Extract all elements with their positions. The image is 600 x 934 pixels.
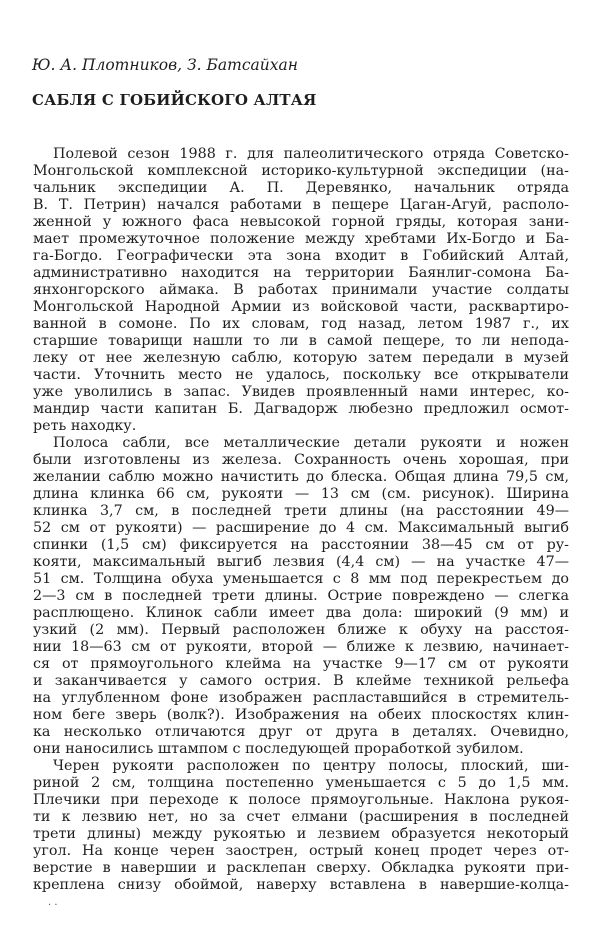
text-line: желании саблю можно начистить до блеска. Общая длина 79,5 см,: [33, 469, 569, 485]
text-line: они наносились штампом с последующей проработкой зубилом.: [33, 741, 524, 757]
text-line: мает промежуточное положение между хребтами Их-Богдо и Ба-: [33, 231, 569, 247]
text-line: нии 18—63 см от рукояти, второй — ближе к лезвию, начинает-: [33, 639, 569, 655]
text-line: Полевой сезон 1988 г. для палеолитического отряда Советско-: [53, 146, 569, 162]
text-line: ванной в сомоне. По их словам, год назад, летом 1987 г., их: [33, 316, 569, 332]
text-line: длина клинка 66 см, рукояти — 13 см (см. рисунок). Ширина: [33, 486, 569, 502]
text-line: В. Т. Петрин) начался работами в пещере Цаган-Агуй, располо-: [33, 197, 569, 213]
text-line: административно находится на территории Баянлиг-сомона Ба-: [33, 265, 569, 281]
text-line: трети длины) между рукоятью и лезвием образуется некоторый: [33, 826, 569, 842]
text-line: Полоса сабли, все металлические детали рукояти и ножен: [53, 435, 569, 451]
article-authors: Ю. А. Плотников, З. Батсайхан: [32, 56, 298, 74]
text-line: 2—3 см в последней трети длины. Острие повреждено — слегка: [33, 588, 569, 604]
text-line: верстие в навершии и расклепан сверху. Обкладка рукояти при-: [33, 860, 569, 876]
text-line: ти к лезвию нет, но за счет елмани (расширения в последней: [33, 809, 569, 825]
paragraph: [33, 435, 569, 758]
text-line: янхонгорского аймака. В работах принимали участие солдаты: [33, 282, 569, 298]
text-line: расплющено. Клинок сабли имеет два дола: широкий (9 мм) и: [33, 605, 569, 621]
text-line: чальник экспедиции А. П. Деревянко, начальник отряда: [33, 180, 569, 196]
text-line: креплена снизу обоймой, наверху вставлена в навершие-колца-: [33, 877, 569, 893]
text-line: реть находку.: [33, 418, 137, 434]
text-line: уже уволились в запас. Увидев проявленный нами интерес, ко-: [33, 384, 569, 400]
text-line: 52 см от рукояти) — расширение до 4 см. Максимальный выгиб: [33, 520, 569, 536]
text-line: 51 см. Толщина обуха уменьшается с 8 мм под перекрестьем до: [33, 571, 569, 587]
text-line: мандир части капитан Б. Дагвадорж любезно предложил осмот-: [33, 401, 569, 417]
text-line: кояти, максимальный выгиб лезвия (4,4 см) — на участке 47—: [33, 554, 569, 570]
text-line: ся от прямоугольного клейма на участке 9—17 см от рукояти: [33, 656, 569, 672]
text-line: клинка 3,7 см, в последней трети длины (на расстоянии 49—: [33, 503, 569, 519]
text-line: были изготовлены из железа. Сохранность очень хорошая, при: [33, 452, 569, 468]
text-line: части. Уточнить место не удалось, поскольку все открыватели: [33, 367, 569, 383]
text-line: на углубленном фоне изображен распластавшийся в стремитель-: [33, 690, 569, 706]
text-line: старшие товарищи нашли то ли в самой пещере, то ли непода-: [33, 333, 569, 349]
article-title: САБЛЯ С ГОБИЙСКОГО АЛТАЯ: [32, 91, 317, 109]
text-line: га-Богдо. Географически эта зона входит в Гобийский Алтай,: [33, 248, 569, 264]
text-line: Монгольской Народной Армии из войсковой части, расквартиро-: [33, 299, 569, 315]
text-line: ном беге зверь (волк?). Изображения на обеих плоскостях клин-: [33, 707, 569, 723]
text-line: и заканчивается у самого острия. В клейме техникой рельефа: [33, 673, 569, 689]
text-line: риной 2 см, толщина постепенно уменьшается с 5 до 1,5 мм.: [33, 775, 569, 791]
text-line: женной у южного фаса невысокой горной гряды, которая зани-: [33, 214, 569, 230]
text-line: спинки (1,5 см) фиксируется на расстоянии 38—45 см от ру-: [33, 537, 569, 553]
text-line: узкий (2 мм). Первый расположен ближе к обуху на расстоя-: [33, 622, 569, 638]
text-line: Плечики при переходе к полосе прямоугольные. Наклона рукоя-: [33, 792, 569, 808]
text-line: Черен рукояти расположен по центру полосы, плоский, ши-: [53, 758, 569, 774]
text-line: ка несколько отличаются друг от друга в деталях. Очевидно,: [33, 724, 569, 740]
text-line: леку от нее железную саблю, которую затем передали в музей: [33, 350, 569, 366]
paragraph: [33, 146, 569, 435]
article-body: [33, 146, 569, 894]
paragraph: [33, 758, 569, 894]
scan-marks: · ·: [48, 900, 58, 911]
text-line: Монгольской комплексной историко-культурной экспедиции (на-: [33, 163, 569, 179]
text-line: угол. На конце черен заострен, острый конец продет через от-: [33, 843, 569, 859]
